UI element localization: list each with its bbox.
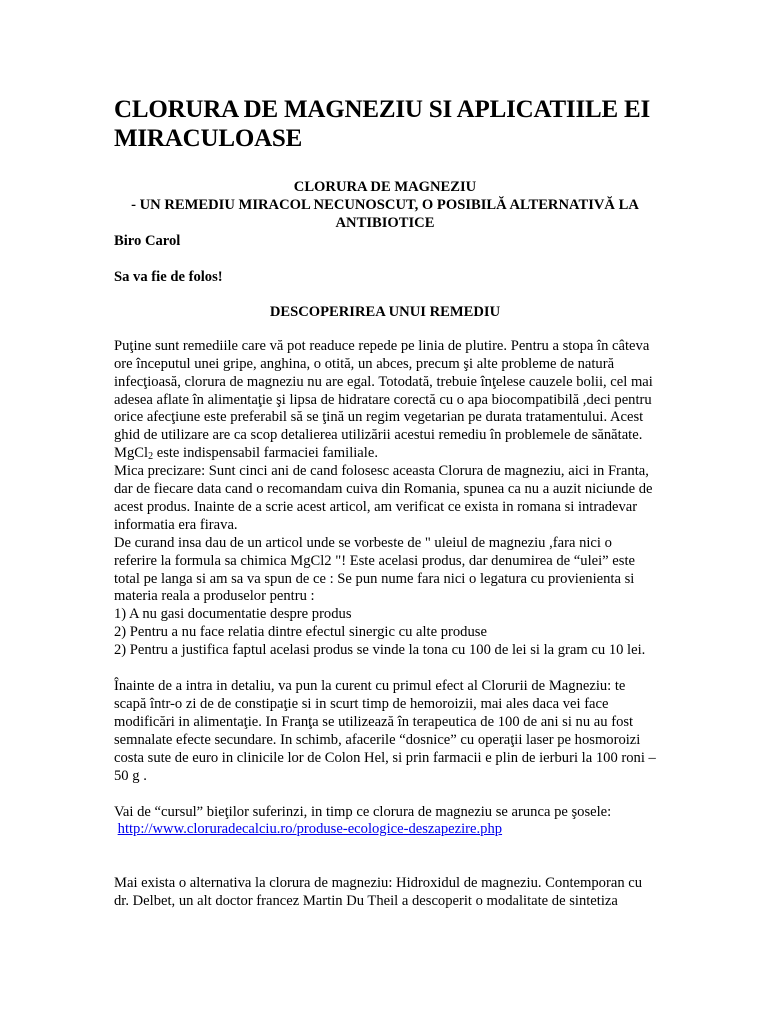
- paragraph-intro-end: este indispensabil farmaciei familiale.: [153, 445, 378, 462]
- list-item: 2) Pentru a nu face relatia dintre efectul sinergic cu alte produse: [114, 624, 487, 641]
- subtitle-line-2: - UN REMEDIU MIRACOL NECUNOSCUT, O POSIBILĂ ALTERNATIVĂ LA ANTIBIOTICE: [131, 196, 639, 231]
- reasons-list: [114, 606, 656, 660]
- spacer: [114, 660, 656, 678]
- list-item: 2) Pentru a justifica faptul acelasi produs se vinde la tona cu 100 de lei si la gram cu 10 lei.: [114, 642, 646, 659]
- spacer: [114, 786, 656, 804]
- subtitle-line-1: CLORURA DE MAGNEZIU: [293, 178, 477, 195]
- paragraph-roads: Vai de “cursul” bieţilor suferinzi, in timp ce clorura de magneziu se arunca pe şosele:: [114, 803, 612, 820]
- main-title: CLORURA DE MAGNEZIU SI APLICATIILE EI MIRACULOASE: [114, 96, 650, 153]
- document-body: [114, 95, 656, 911]
- paragraph-clarification: Mica precizare: Sunt cinci ani de cand folosesc aceasta Clorura de magneziu, aici in Franta, dar de fiecare data cand o recomandam cuiva din Romania, spunea ca nu a auzit niciunde de acest produs. Inainte de a scrie acest articol, am verificat ce exista in romana si intradevar informatia era firava.: [114, 463, 653, 533]
- paragraph-intro-text: Puţine sunt remediile care vă pot readuce repede pe linia de plutire. Pentru a stopa în câteva ore începutul unei gripe, anghina, o otită, un abces, precum şi alte probleme de natură infecţioasă, clorura de magneziu nu are egal. Totodată, trebuie înţelese cauzele bolii, cel mai adesea aflate în alimentaţie şi lipsa de hidratare corectă cu o apa biocompatibilă ,deci pentru orice afecţiune este preferabil să se ţină un regim vegetarian pe durata tratamentului. Acest ghid de utilizare are ca scop detalierea utilizării acestui remediu în problemele de sănătate. MgCl: [114, 337, 653, 462]
- paragraph-first-effect: Înainte de a intra in detaliu, va pun la curent cu primul efect al Clorurii de Magneziu: te scapă într-o zi de de constipaţie si in scurt timp de hemoroizii, mai ales daca vei face modificări in alimentaţie. In Franţa se utilizează în terapeutica de 100 de ani si nu au fost semnalate efecte secundare. In schimb, afacerile “dosnice” cu operaţii laser pe hosmoroizi costa sute de euro in clinicile lor de Colon Hel, si prin farmacii e plin de ierburi la 100 roni – 50 g .: [114, 678, 656, 784]
- link-line: [114, 821, 656, 839]
- product-link[interactable]: http://www.cloruradecalciu.ro/produse-ecologice-deszapezire.php: [117, 821, 503, 838]
- list-item: 1) A nu gasi documentatie despre produs: [114, 606, 352, 623]
- author-name: Biro Carol: [114, 232, 181, 249]
- spacer: [114, 839, 656, 875]
- section-heading: DESCOPERIREA UNUI REMEDIU: [269, 303, 501, 320]
- formula-subscript: 2: [148, 451, 154, 463]
- paragraph-alternative: Mai exista o alternativa la clorura de magneziu: Hidroxidul de magneziu. Contemporan cu dr. Delbet, un alt doctor francez Martin Du Theil a descoperit o modalitate de sintetiza: [114, 875, 643, 910]
- greeting: Sa va fie de folos!: [114, 268, 223, 285]
- paragraph-intro: [114, 338, 656, 463]
- paragraph-oil-article: De curand insa dau de un articol unde se vorbeste de " uleiul de magneziu ,fara nici o referire la formula sa chimica MgCl2 "! Este acelasi produs, dar denumirea de “ulei” este total pe langa si am sa va spun de ce : Se pun nume fara nici o legatura cu provienienta si materia reala a produselor pentru :: [114, 534, 635, 605]
- subtitle-block: [114, 178, 656, 232]
